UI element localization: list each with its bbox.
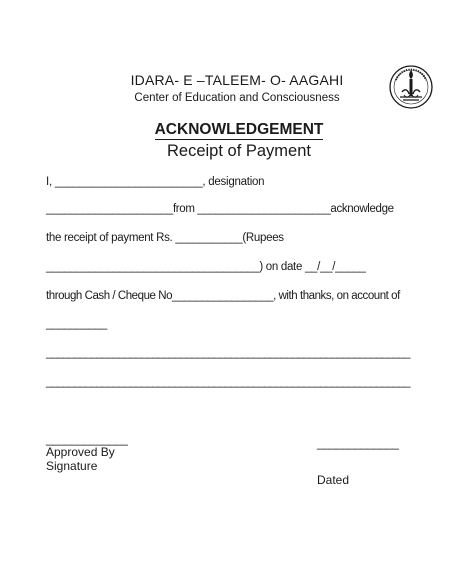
body-line: _________________________________________________________________	[46, 347, 410, 359]
body-line: ___________________________________) on date __/__/_____	[46, 261, 366, 273]
body-line: __________	[46, 318, 107, 330]
approved-by-label: Approved By	[46, 445, 115, 459]
dated-label: Dated	[317, 473, 350, 487]
org-name: IDARA- E –TALEEM- O- AAGAHI	[130, 72, 344, 88]
body-line: _________________________________________________________________	[46, 376, 410, 388]
body-line: through Cash / Cheque No_________________, with thanks, on account of	[46, 290, 400, 302]
signature-label: Signature	[46, 459, 98, 473]
candle-emblem-icon	[388, 64, 434, 110]
date-signature-line: _____________	[317, 436, 399, 450]
document-title-text: ACKNOWLEDGEMENT	[154, 121, 324, 138]
org-subtitle: Center of Education and Consciousness	[134, 92, 340, 104]
document-title	[0, 121, 474, 139]
approver-signature-line: _____________	[46, 432, 128, 446]
body-line: I, ________________________, designation	[46, 176, 265, 188]
body-line: _____________________from ______________________acknowledge	[46, 203, 394, 215]
document-subtitle: Receipt of Payment	[167, 142, 311, 160]
body-line: the receipt of payment Rs. ___________(Rupees	[46, 232, 284, 244]
